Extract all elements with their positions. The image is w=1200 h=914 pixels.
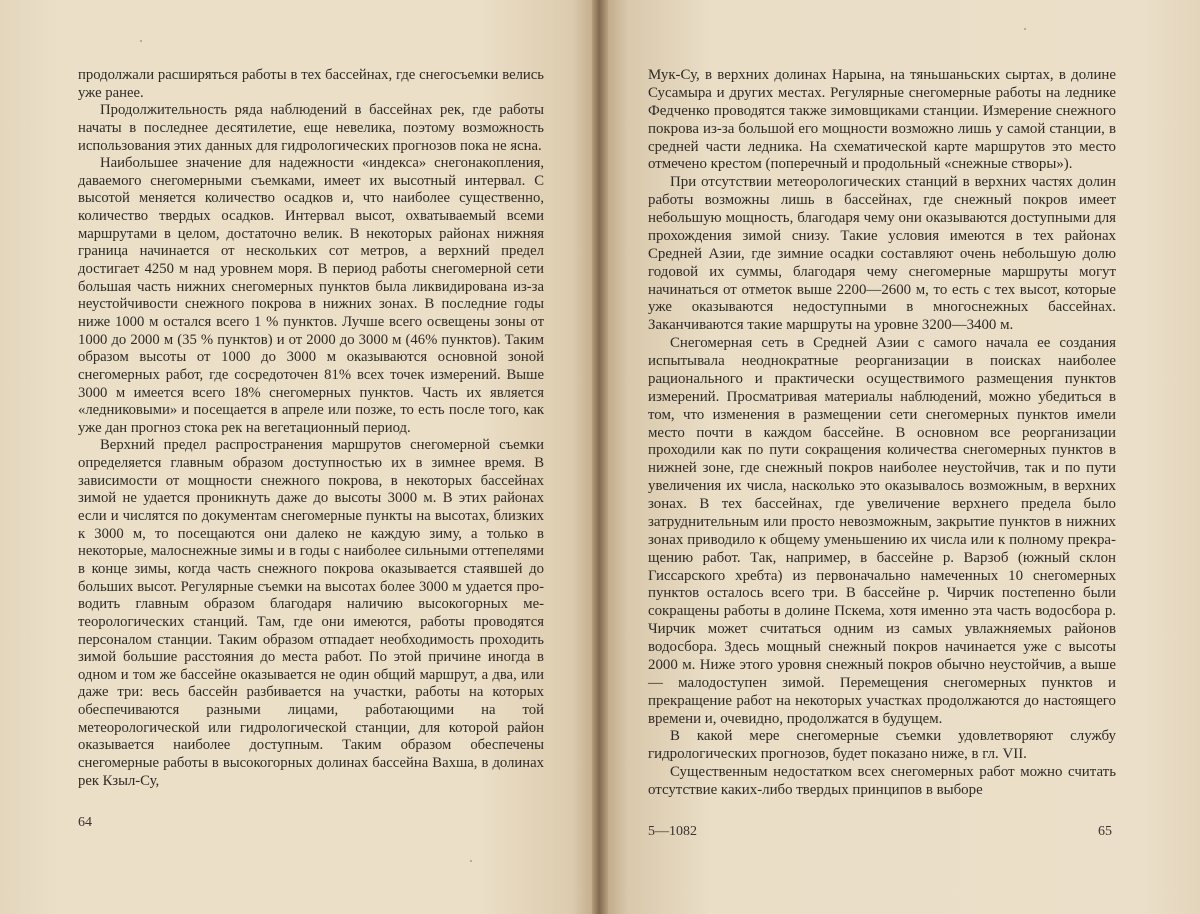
- paragraph: При отсутствии метеорологических станций в верхних частях долин работы возможны лишь в бассейнах, где снежный покров имеет небольшую мощность, благодаря чему они оказываются доступными для прохождения зимой снизу. Такие условия имеются в тех районах Средней Азии, где зимние осадки составляют очень небольшую долю годовой их суммы, благодаря чему снегомерные маршруты могут начинаться от отметок выше 2200—2600 м, то есть с тех высот, которые уже оказываются недоступными в многоснежных бассейнах. Заканчиваются такие маршруты на уровне 3200—3400 м.: [648, 174, 1116, 334]
- page-number-left: 64: [78, 815, 92, 830]
- paragraph: продолжали расширяться работы в тех бассейнах, где снегосъемки велись уже ранее.: [78, 67, 544, 101]
- paragraph: Снегомерная сеть в Средней Азии с самого начала ее создания испытывала неоднократные реорганизации в поисках наиболее рационального и практически осуществимого размещения пунктов измерений. Просматривая материалы наблюдений, можно убедиться в том, что изменения в размещении сети снегомерных пунктов имели место почти в каждом бассейне. В основном все реорганизации проходили как по пути сокращения количества снегомерных пунктов в нижней зоне, где снежный покров наиболее неустойчив, так и по пути увеличения их числа, насколько это оказывалось возможным, в верхних зонах. В тех бассейнах, где увеличение верхнего предела было затруднительным или просто невозможным, закрытие пунктов в нижних зонах приводило к общему уменьшению их числа или к полному прекращению работ. Так, например, в бассейне р. Варзоб (южный склон Гиссарского хребта) из первоначально намеченных 10 снегомерных пунктов осталось всего три. В бассейне р. Чирчик постепенно были сокращены работы в долине Пскема, хотя именно эта часть водосбора р. Чирчик может считаться одним из самых увлажняемых районов водосбора. Здесь мощный снежный покров начинается уже с высоты 2000 м. Ниже этого уровня снежный покров обычно неустойчив, а выше — малодоступен зимой. Перемещения снегомерных пунктов и прекращение работ на некоторых участках продолжаются до настоящего времени и, очевидно, продолжатся в будущем.: [648, 335, 1116, 727]
- paragraph: В какой мере снегомерные съемки удовлетворяют службу гидрологических прогнозов, будет показано ниже, в гл. VII.: [648, 728, 1116, 763]
- paper-speck: [140, 40, 142, 42]
- paper-speck: [1024, 28, 1026, 30]
- paragraph: Верхний предел распространения маршрутов снегомерной съемки определяется главным образом доступностью их в зимнее время. В зависимости от мощности снежного покрова, в некоторых бассейнах зимой не удается проникнуть даже до высоты 3000 м. В этих районах если и числятся по документам снегомерные пункты на высотах, близких к 3000 м, то посещаются они далеко не каждую зиму, а только в некоторые, малоснежные зимы и в годы с наиболее сильными оттепелями в конце зимы, когда часть снежного покрова оказывается стаявшей до больших высот. Регулярные съемки на высотах более 3000 м удается проводить главным образом благодаря наличию высокогорных метеорологических станций. Там, где они имеются, работы проводятся персоналом станции. Таким образом отпадает необходимость проходить зимой большие расстояния до места работ. По этой причине иногда в одном и том же бассейне оказывается не один общий маршрут, а два, или даже три: весь бассейн разбивается на участки, работы на которых обеспечиваются разными лицами, работающими на той метеорологической или гидрологической станции, для которой район оказывается наиболее доступным. Таким образом обеспечены снегомерные работы в высокогорных долинах бассейна Вахша, в долинах рек Кзыл-Су,: [78, 437, 544, 789]
- paragraph: Продолжительность ряда наблюдений в бассейнах рек, где работы начаты в последнее десятилетие, еще невелика, поэтому возможность использования этих данных для гидрологических прогнозов пока не ясна.: [78, 102, 544, 154]
- paragraph: Существенным недостатком всех снегомерных работ можно считать отсутствие каких-либо твердых принципов в выборе: [648, 764, 1116, 798]
- paragraph: Наибольшее значение для надежности «индекса» снегонакопления, даваемого снегомерными съемками, имеет их высотный интервал. С высотой меняется количество осадков и, что наиболее существенно, количество твердых осадков. Интервал высот, охватываемый всеми маршрутами в целом, достаточно велик. В некоторых районах нижняя граница начинается от нескольких сот метров, а верхний предел достигает 4250 м над уровнем моря. В период работы снегомерной сети большая часть нижних снегомерных пунктов была ликвидирована из-за неустойчивости снежного покрова в нижних зонах. В последние годы ниже 1000 м остался всего 1 % пунктов. Лучше всего освещены зоны от 1000 до 2000 м (35 % пунктов) и от 2000 до 3000 м (46% пунктов). Таким образом высоты от 1000 до 3000 м оказываются основной зоной снегомерных работ, где сосредоточен 81% всех точек измерений. Выше 3000 м имеется всего 18% снегомерных пунктов. Часть их является «ледниковыми» и посещается в апреле или позже, то есть после того, как уже дан прогноз стока рек на вегетационный период.: [78, 155, 544, 436]
- paragraph: Мук-Су, в верхних долинах Нарына, на тяньшаньских сыртах, в долине Сусамыра и других местах. Регулярные снегомерные работы на леднике Федченко проводятся также зимовщиками станции. Измерение снежного покрова из-за большой его мощности возможно лишь у самой станции, в средней части ледника. На схематической карте маршрутов это место отмечено крестом (поперечный и продольный «снежные створы»).: [648, 67, 1116, 173]
- book-gutter: [592, 0, 608, 914]
- paper-speck: [470, 860, 472, 862]
- printer-signature: 5—1082: [648, 824, 697, 839]
- page-number-right: 65: [1098, 824, 1112, 839]
- right-page-text: [648, 67, 1116, 800]
- left-page-text: [78, 67, 544, 790]
